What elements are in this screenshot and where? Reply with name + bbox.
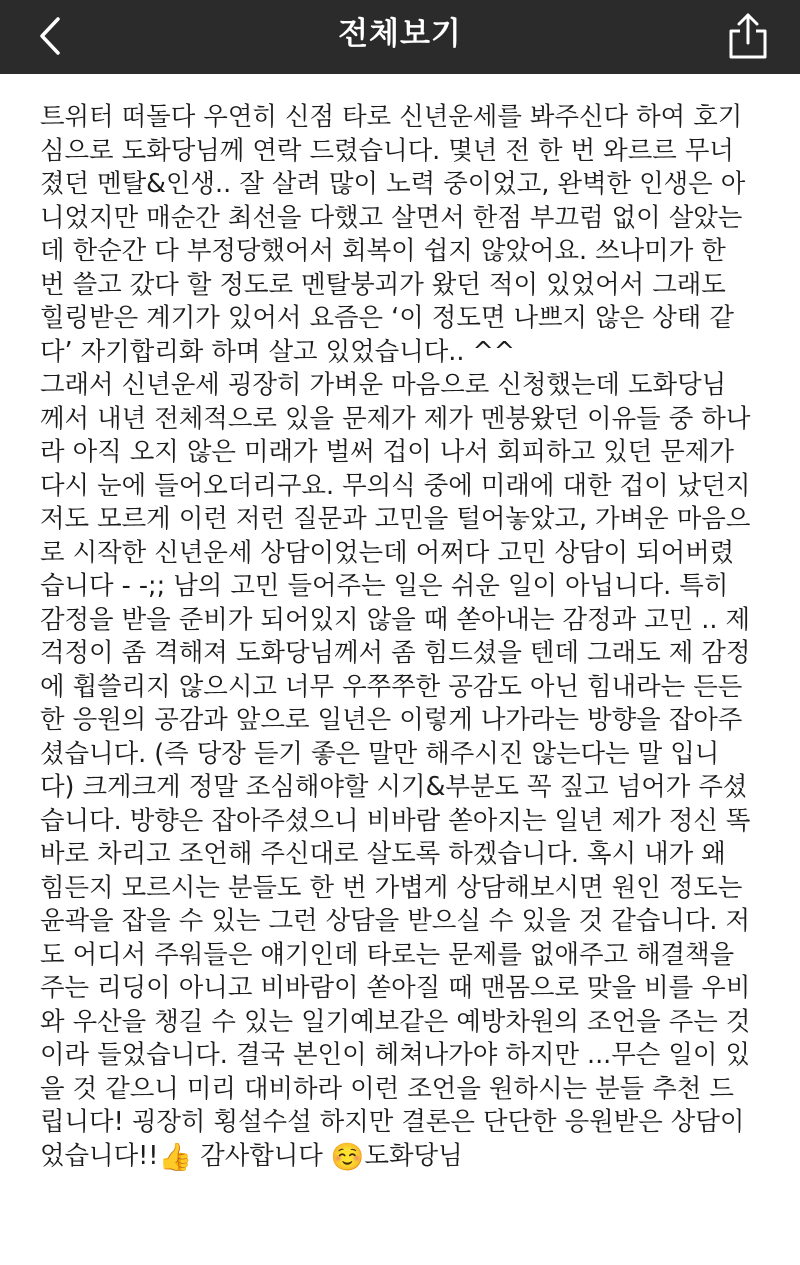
text-segment: 감사합니다 xyxy=(192,1139,331,1170)
text-line: 힐링받은 계기가 있어서 요즘은 ‘이 정도면 나쁘지 않은 상태 같 xyxy=(40,302,734,332)
smiling-face-icon: ☺️ xyxy=(330,1141,365,1172)
text-segment: 도화당님 xyxy=(364,1139,463,1170)
text-line: 한 응원의 공감과 앞으로 일년은 이렇게 나가라는 방향을 잡아주 xyxy=(40,704,743,734)
text-line: 와 우산을 챙길 수 있는 일기예보같은 예방차원의 조언을 주는 것 xyxy=(40,1005,751,1036)
top-bar xyxy=(0,0,800,74)
text-line: 힘든지 모르시는 분들도 한 번 가볍게 상담해보시면 원인 정도는 xyxy=(40,871,743,902)
text-line: 그래서 신년운세 굉장히 가벼운 마음으로 신청했는데 도화당님 xyxy=(40,369,727,399)
review-text xyxy=(40,100,768,1172)
text-line: 주는 리딩이 아니고 비바람이 쏟아질 때 맨몸으로 맞을 비를 우비 xyxy=(40,972,751,1002)
thumbs-up-icon: 👍 xyxy=(158,1141,193,1172)
text-line: 윤곽을 잡을 수 있는 그런 상담을 받으실 수 있을 것 같습니다. 저 xyxy=(40,905,751,935)
text-line: 니었지만 매순간 최선을 다했고 살면서 한점 부끄럼 없이 살았는 xyxy=(40,201,743,232)
text-line: 습니다. 방향은 잡아주셨으니 비바람 쏟아지는 일년 제가 정신 똑 xyxy=(40,804,751,835)
text-line: 습니다 - -;; 남의 고민 들어주는 일은 쉬운 일이 아닙니다. 특히 xyxy=(40,570,729,600)
share-icon xyxy=(727,11,769,61)
text-line: 다) 크게크게 정말 조심해야할 시기&부분도 꼭 짚고 넘어가 주셨 xyxy=(40,771,748,801)
text-line: 에 휩쓸리지 않으시고 너무 우쭈쭈한 공감도 아닌 힘내라는 든든 xyxy=(40,670,743,701)
text-line: 트위터 떠돌다 우연히 신점 타로 신년운세를 봐주신다 하여 호기 xyxy=(40,101,743,131)
text-line: 심으로 도화당님께 연락 드렸습니다. 몇년 전 한 번 와르르 무너 xyxy=(40,134,734,165)
text-line: 데 한순간 다 부정당했어서 회복이 쉽지 않았어요. 쓰나미가 한 xyxy=(40,235,726,265)
text-line: 바로 차리고 조언해 주신대로 살도록 하겠습니다. 혹시 내가 왜 xyxy=(40,838,726,868)
text-line: 을 것 같으니 미리 대비하라 이런 조언을 원하시는 분들 추천 드 xyxy=(40,1072,734,1103)
text-line: 저도 모르게 이런 저런 질문과 고민을 털어놓았고, 가벼운 마음으 xyxy=(40,503,751,533)
text-line: 로 시작한 신년운세 상담이었는데 어쩌다 고민 상담이 되어버렸 xyxy=(40,536,735,567)
share-button[interactable] xyxy=(724,8,772,64)
page-title: 전체보기 xyxy=(338,16,462,52)
text-line: 도 어디서 주워들은 얘기인데 타로는 문제를 없애주고 해결책을 xyxy=(40,938,735,969)
text-line: 졌던 멘탈&인생.. 잘 살려 많이 노력 중이었고, 완벽한 인생은 아 xyxy=(40,168,746,198)
chevron-left-icon xyxy=(37,16,63,56)
text-line: 라 아직 오지 않은 미래가 벌써 겁이 나서 회피하고 있던 문제가 xyxy=(40,436,734,466)
text-line: 다시 눈에 들어오더리구요. 무의식 중에 미래에 대한 겁이 났던지 xyxy=(40,469,751,500)
text-segment: 었습니다!! xyxy=(40,1139,159,1170)
text-line: 께서 내년 전체적으로 있을 문제가 제가 멘붕왔던 이유들 중 하나 xyxy=(40,402,751,433)
text-line: 립니다! 굉장히 횡설수설 하지만 결론은 단단한 응원받은 상담이 xyxy=(40,1106,745,1136)
text-line-last xyxy=(40,1139,768,1173)
text-line: 다’ 자기합리화 하며 살고 있었습니다.. ^^ xyxy=(40,335,516,366)
back-button[interactable] xyxy=(28,10,72,62)
text-line: 감정을 받을 준비가 되어있지 않을 때 쏟아내는 감정과 고민 .. 제 xyxy=(40,603,751,634)
text-line: 번 쓸고 갔다 할 정도로 멘탈붕괴가 왔던 적이 있었어서 그래도 xyxy=(40,268,726,299)
text-line: 걱정이 좀 격해져 도화당님께서 좀 힘드셨을 텐데 그래도 제 감정 xyxy=(40,637,751,667)
text-line: 이라 들었습니다. 결국 본인이 헤쳐나가야 하지만 ...무슨 일이 있 xyxy=(40,1039,751,1069)
text-line: 셨습니다. (즉 당장 듣기 좋은 말만 해주시진 않는다는 말 입니 xyxy=(40,737,720,768)
